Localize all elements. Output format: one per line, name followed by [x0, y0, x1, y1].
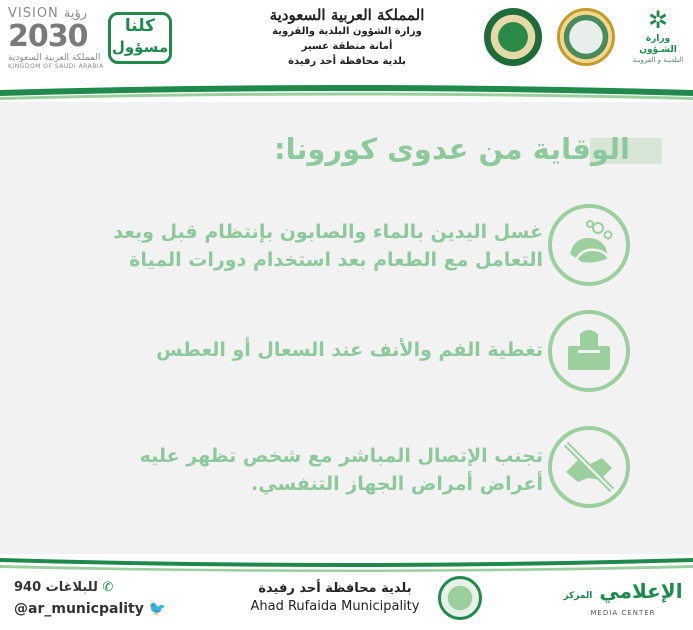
handwash-icon — [548, 204, 630, 286]
municipality-seal-logo — [484, 8, 542, 66]
ministry-line3: بلدية محافظة أحد رفيدة — [288, 56, 406, 67]
municipality-footer-logo — [438, 576, 482, 620]
palm-icon: ✲ — [647, 6, 669, 34]
media-center-ar — [560, 578, 686, 609]
ministry-line2: أمانة منطقة عسير — [301, 41, 393, 52]
prevention-text-handwash — [3, 218, 543, 274]
phone-icon: ✆ — [102, 580, 114, 595]
campaign-line2: مسؤول — [111, 38, 169, 56]
municipality-name-en: Ahad Rufaida Municipality — [250, 599, 420, 614]
vision-top-label: VISION رؤية — [8, 6, 88, 21]
municipality-name — [240, 580, 430, 616]
handwash-line2: التعامل مع الطعام بعد استخدام دورات المياة — [129, 249, 543, 271]
tissue-box-icon — [548, 310, 630, 392]
ministry-line1: وزارة الشؤون البلدية والقروية — [272, 26, 422, 37]
footer — [0, 572, 693, 630]
ministry-logo-line2: البلديـة و القرويـة — [632, 56, 684, 64]
prevention-text-avoid-contact — [3, 442, 543, 498]
campaign-line1: كلنا — [124, 16, 156, 36]
ministry-logo-line1: وزارة الشـؤون — [639, 34, 677, 55]
vision-arabic: المملكة العربية السعودية — [8, 53, 101, 63]
vision-english: KINGDOM OF SAUDI ARABIA — [8, 63, 104, 70]
no-handshake-icon — [548, 426, 630, 508]
footer-wave-stripe — [0, 554, 693, 574]
prevention-text-cover — [3, 336, 543, 364]
vision-2030-logo — [8, 6, 108, 76]
ministry-heading — [262, 6, 432, 69]
ministry-logo — [628, 6, 688, 65]
municipality-name-ar: بلدية محافظة أحد رفيدة — [258, 581, 412, 596]
twitter-icon: 🐦 — [148, 601, 167, 617]
vision-year: 2030 — [8, 19, 88, 54]
contact-info — [14, 578, 214, 620]
page-title: الوقاية من عدوى كورونا: — [273, 132, 630, 166]
avoid-line1: تجنب الإتصال المباشر مع شخص تظهر عليه — [139, 445, 543, 467]
handwash-line1: غسل اليدين بالماء والصابون بإنتظام قبل وبعد — [113, 221, 543, 243]
kingdom-name: المملكة العربية السعودية — [269, 6, 425, 24]
cover-line1: تغطية الفم والأنف عند السعال أو العطس — [156, 339, 543, 361]
media-center-ar-small: المركز — [563, 591, 593, 601]
media-center-en: MEDIA CENTER — [590, 609, 656, 617]
avoid-line2: أعراض أمراض الجهاز التنفسي. — [251, 473, 543, 495]
asir-region-logo — [557, 8, 615, 66]
report-line — [14, 578, 214, 598]
report-label: للبلاغات 940 — [14, 580, 98, 595]
media-center-ar-main: الإعلامي — [599, 579, 683, 603]
header-wave-stripe — [0, 84, 693, 102]
twitter-handle[interactable]: @ar_municpality — [14, 601, 144, 617]
media-center-logo — [560, 578, 686, 617]
twitter-line — [14, 598, 214, 620]
kulluna-masool-logo — [108, 12, 172, 64]
